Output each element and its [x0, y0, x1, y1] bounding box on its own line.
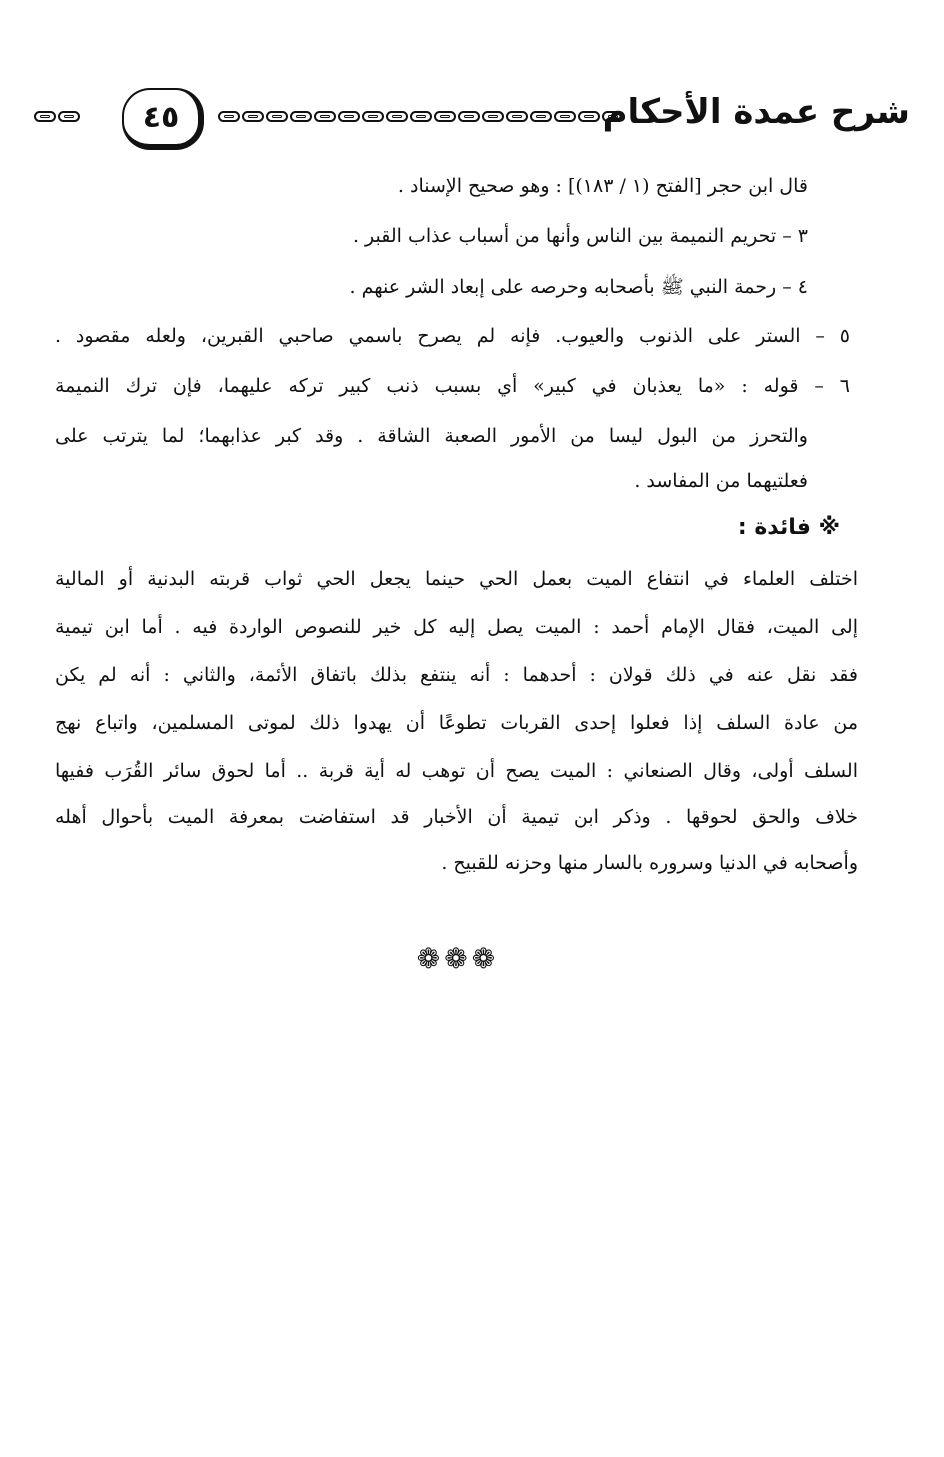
paragraph-line: خلاف والحق لحوقها . وذكر ابن تيمية أن الأخبار قد استفاضت بمعرفة الميت بأحوال أهله [55, 806, 858, 828]
text-line: قال ابن حجر [الفتح (١ / ١٨٣)] : وهو صحيح الإسناد . [397, 175, 808, 197]
paragraph-line: السلف أولى، وقال الصنعاني : الميت يصح أن توهب له أية قربة .. أما لحوق سائر القُرَب ففيها [55, 760, 858, 782]
list-item: ٦ – قوله : «ما يعذبان في كبير» أي بسبب ذنب كبير تركه عليهما، فإن ترك النميمة [55, 375, 850, 397]
text-line: والتحرز من البول ليسا من الأمور الصعبة الشاقة . وقد كبر عذابهما؛ لما يترتب على [55, 425, 808, 447]
chain-link-icon [34, 111, 56, 122]
flower-icon: ❁ [444, 941, 468, 975]
paragraph-line: إلى الميت، فقال الإمام أحمد : الميت يصل إليه كل خير للنصوص الواردة فيه . أما ابن تيمية [55, 616, 858, 638]
section-heading: ※ فائدة : [737, 515, 840, 540]
list-item: ٤ – رحمة النبي ﷺ بأصحابه وحرصه على إبعاد الشر عنهم . [349, 276, 808, 298]
flower-icon: ❁ [416, 941, 441, 975]
list-item: ٣ – تحريم النميمة بين الناس وأنها من أسباب عذاب القبر . [352, 225, 808, 247]
paragraph-line: فقد نقل عنه في ذلك قولان : أحدهما : أنه ينتفع بذلك باتفاق الأئمة، والثاني : أنه لم يكن [55, 664, 858, 686]
flower-ornament-icon [406, 942, 506, 974]
paragraph-line: اختلف العلماء في انتفاع الميت بعمل الحي حينما يجعل الحي ثواب قربته البدنية أو المالية [55, 568, 858, 590]
paragraph-line: وأصحابه في الدنيا وسروره بالسار منها وحزنه للقبيح . [441, 852, 858, 874]
body-text [55, 0, 858, 1457]
flower-icon: ❁ [471, 941, 496, 975]
page-number: ٤٥ [142, 99, 180, 135]
paragraph-line: من عادة السلف إذا فعلوا إحدى القربات تطوعًا أن يهدوا ذلك لموتى المسلمين، واتباع نهج [55, 712, 858, 734]
list-item: ٥ – الستر على الذنوب والعيوب. فإنه لم يصرح باسمي صاحبي القبرين، ولعله مقصود . [55, 325, 850, 347]
book-title: شرح عمدة الأحكام [602, 92, 910, 132]
text-line: فعلتيهما من المفاسد . [634, 470, 808, 492]
